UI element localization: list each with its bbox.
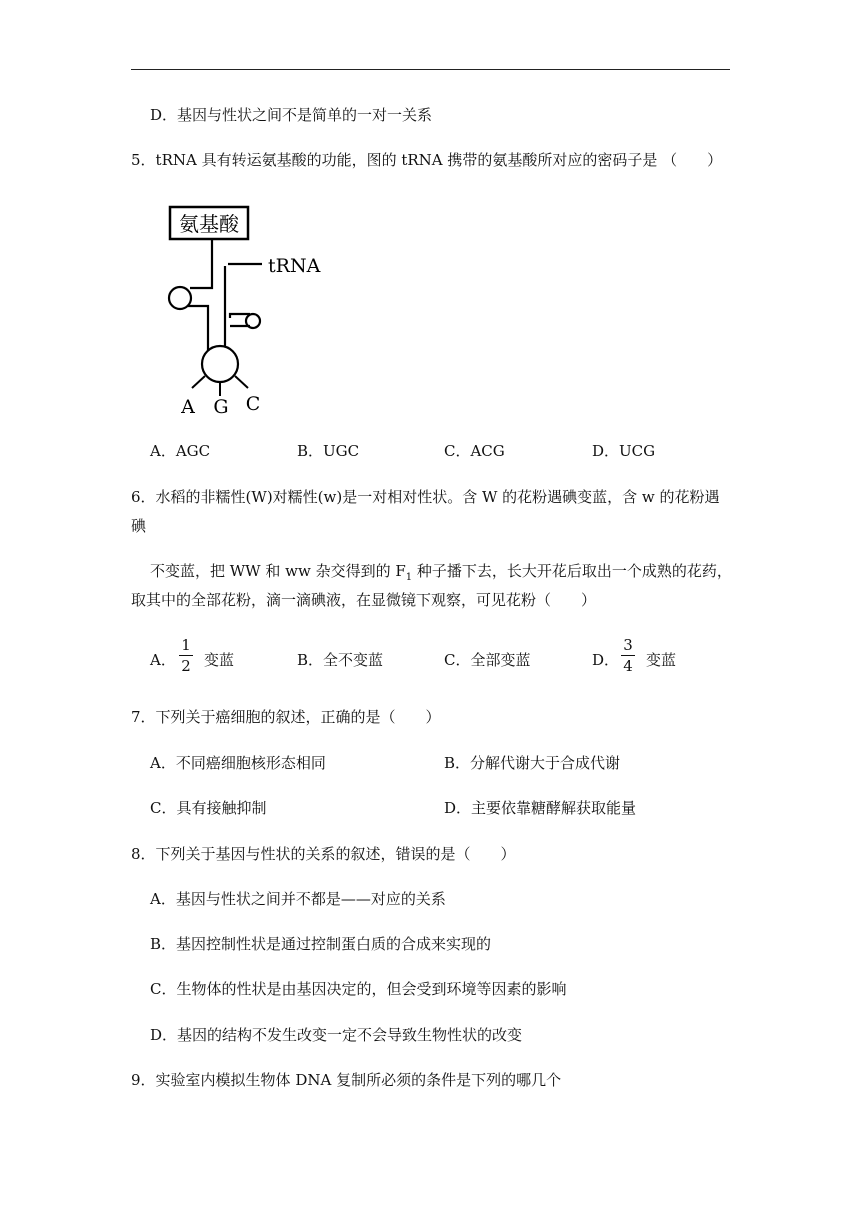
header-rule: [131, 69, 730, 70]
q7-option-c: C．具有接触抑制: [150, 799, 267, 817]
q8-stem: 8．下列关于基因与性状的关系的叙述，错误的是（ ）: [131, 845, 516, 863]
q6-option-a-fraction: 1 2: [179, 636, 193, 675]
q6-stem-line4: 取其中的全部花粉，滴一滴碘液，在显微镜下观察，可见花粉（ ）: [131, 591, 597, 609]
q5-stem: 5．tRNA 具有转运氨基酸的功能，图的 tRNA 携带的氨基酸所对应的密码子是 （ ）: [131, 151, 723, 169]
q6-option-a-label: A．: [150, 651, 176, 669]
q7-stem: 7．下列关于癌细胞的叙述，正确的是（ ）: [131, 708, 441, 726]
base-3: C: [245, 393, 261, 415]
q6-option-d-text: 变蓝: [646, 651, 677, 669]
d-loop: [169, 287, 191, 309]
q4-option-d: D．基因与性状之间不是简单的一对一关系: [150, 106, 433, 124]
trna-figure: [150, 200, 340, 420]
q6-option-c: C．全部变蓝: [444, 651, 531, 669]
q8-option-c: C．生物体的性状是由基因决定的，但会受到环境等因素的影响: [150, 980, 567, 998]
q6-stem-line3: 不变蓝，把 WW 和 ww 杂交得到的 $F_1$ 种子播下去，长大开花后取出一个成熟的花药，: [150, 562, 732, 583]
amino-acid-label: 氨基酸: [179, 212, 239, 236]
q9-stem: 9．实验室内模拟生物体 DNA 复制所必须的条件是下列的哪几个: [131, 1071, 562, 1089]
q7-option-b: B．分解代谢大于合成代谢: [444, 754, 621, 772]
q7-option-d: D．主要依靠糖酵解获取能量: [444, 799, 637, 817]
q6-option-a-text: 变蓝: [204, 651, 235, 669]
base-2: G: [213, 396, 229, 418]
anticodon-loop: [202, 346, 238, 382]
q5-option-d: D．UCG: [592, 442, 656, 460]
q6-option-d-label: D．: [592, 651, 620, 669]
q8-option-a: A．基因与性状之间并不都是——对应的关系: [150, 890, 446, 908]
q6-stem-line2: 碘: [131, 517, 147, 535]
q6-option-b: B．全不变蓝: [297, 651, 384, 669]
q5-option-a: A．AGC: [150, 442, 211, 460]
q6-stem-line1: 6．水稻的非糯性(W)对糯性(w)是一对相对性状。含 W 的花粉遇碘变蓝，含 w 的花粉遇: [131, 488, 720, 506]
q8-option-d: D．基因的结构不发生改变一定不会导致生物性状的改变: [150, 1026, 523, 1044]
trna-label: tRNA: [268, 255, 321, 277]
q8-option-b: B．基因控制性状是通过控制蛋白质的合成来实现的: [150, 935, 492, 953]
q7-option-a: A．不同癌细胞核形态相同: [150, 754, 326, 772]
q5-option-c: C．ACG: [444, 442, 505, 460]
base-1: A: [181, 396, 195, 418]
q6-option-d-fraction: 3 4: [621, 636, 635, 675]
q5-option-b: B．UGC: [297, 442, 360, 460]
